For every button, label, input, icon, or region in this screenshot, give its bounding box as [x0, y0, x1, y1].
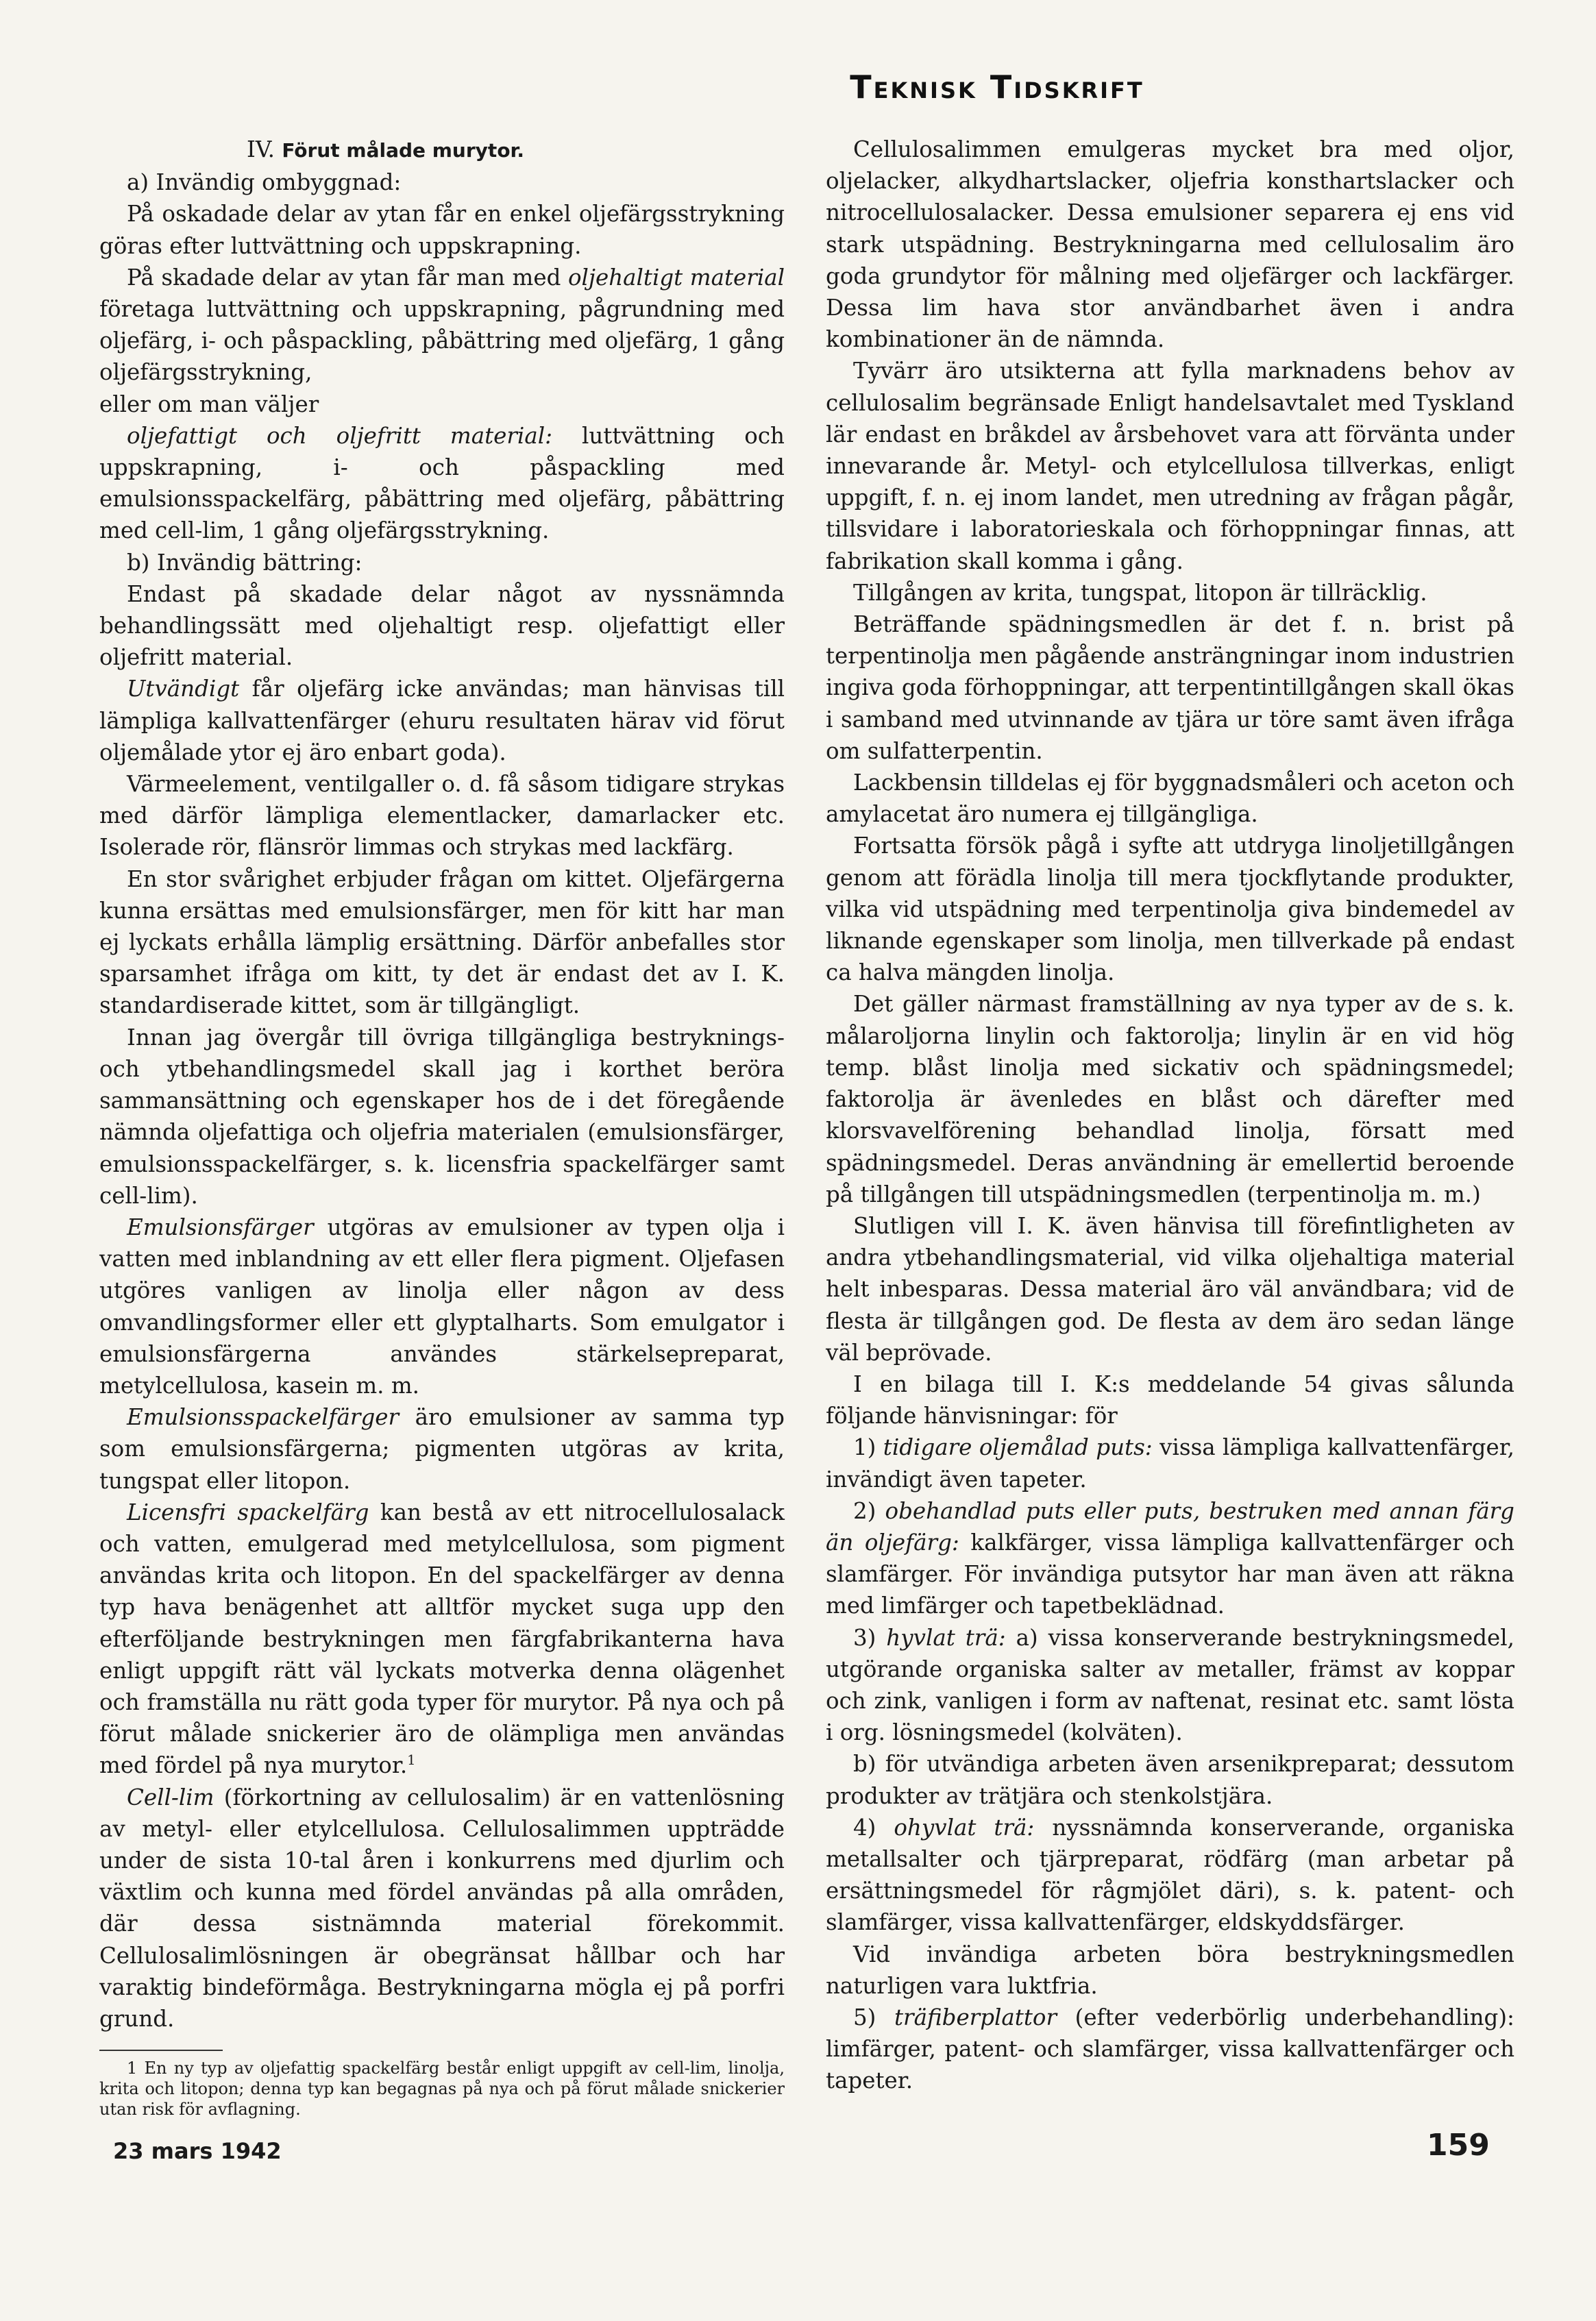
paragraph: Emulsionsspackelfärger äro emulsioner av samma typ som emulsionsfärgerna; pigmenten utgöras av krita, tungspat eller litopon. — [99, 1404, 785, 1494]
issue-date: 23 mars 1942 — [113, 2138, 282, 2164]
footnote: 1 En ny typ av oljefattig spackelfärg består enligt uppgift av cell-lim, linolja, krita och litopon; denna typ kan begagnas på nya och på förut målade snickerier utan risk för avflagning. — [99, 2059, 785, 2120]
list-item: 1) tidigare oljemålad puts: vissa lämpliga kallvattenfärger, invändigt även tapeter. — [826, 1434, 1514, 1493]
paragraph: Endast på skadade delar något av nyssnämnda behandlingssätt med oljehaltigt resp. oljefattigt eller oljefritt material. — [99, 580, 785, 671]
section-number: IV. — [247, 136, 275, 162]
footnote-marker: 1 — [407, 1752, 416, 1769]
paragraph: Slutligen vill I. K. även hänvisa till förefintligheten av andra ytbehandlingsmaterial, vid vilka oljehaltiga material helt inbesparas. Dessa material äro väl användbara; vid de flesta är tillgången god. De flesta av dem äro sedan länge väl beprövade. — [826, 1212, 1514, 1366]
list-item: 3) hyvlat trä: a) vissa konserverande bestrykningsmedel, utgörande organiska salter av metaller, främst av koppar och zink, vanligen i form av naftenat, resinat etc. samt lösta i org. lösningsmedel (kolväten). — [826, 1624, 1514, 1746]
paragraph: I en bilaga till I. K:s meddelande 54 givas sålunda följande hänvisningar: för — [826, 1371, 1514, 1429]
list-item: 2) obehandlad puts eller puts, bestruken med annan färg än oljefärg: kalkfärger, vissa lämpliga kallvattenfärger och slamfärger. För invändiga putsytor har man även att räkna med limfärger och tapetbeklädnad. — [826, 1497, 1514, 1619]
right-column — [826, 134, 1514, 2097]
page-number: 159 — [1427, 2128, 1490, 2163]
paragraph: eller om man väljer — [99, 391, 319, 417]
paragraph: På oskadade delar av ytan får en enkel oljefärgsstrykning göras efter luttvättning och uppskrapning. — [99, 201, 785, 259]
paragraph: Tillgången av krita, tungspat, litopon är tillräcklig. — [853, 579, 1427, 606]
paragraph: Beträffande spädningsmedlen är det f. n. brist på terpentinolja men pågående ansträngningar inom industrien ingiva goda förhoppningar, att terpentintillgången skall ökas i samband med utvinnande av tjära ur töre samt även ifråga om sulfatterpentin. — [826, 611, 1514, 764]
paragraph: oljefattigt och oljefritt material: luttvättning och uppskrapning, i- och påspackling med emulsionsspackelfärg, påbättring med oljefärg, påbättring med cell-lim, 1 gång oljefärgsstrykning. — [99, 422, 785, 544]
left-column — [99, 134, 785, 2120]
paragraph: En stor svårighet erbjuder frågan om kittet. Oljefärgerna kunna ersättas med emulsionsfärger, men för kitt har man ej lyckats erhålla lämplig ersättning. Därför anbefalles stor sparsamhet ifråga om kitt, ty det är endast det av I. K. standardiserade kittet, som är tillgängligt. — [99, 865, 785, 1019]
paragraph: Vid invändiga arbeten böra bestrykningsmedlen naturligen vara luktfria. — [826, 1941, 1514, 1999]
section-heading — [99, 134, 785, 167]
paragraph: Licensfri spackelfärg kan bestå av ett nitrocellulosalack och vatten, emulgerad med metylcellulosa, som pigment användas krita och litopon. En del spackelfärger av denna typ hava benägenhet att alltför mycket suga upp den efterföljande bestrykningen men färgfabrikanterna hava enligt uppgift rätt väl lyckats motverka denna olägenhet och framställa nu rätt goda typer för murytor. På nya och på förut målade snickerier äro de olämpliga men användas med fördel på nya murytor.$^1$ — [99, 1499, 785, 1779]
paragraph: Värmeelement, ventilgaller o. d. få såsom tidigare strykas med därför lämpliga elementlacker, damarlacker etc. Isolerade rör, flänsrör limmas och strykas med lackfärg. — [99, 771, 785, 861]
paragraph: b) för utvändiga arbeten även arsenikpreparat; dessutom produkter av trätjära och stenkolstjära. — [826, 1751, 1514, 1809]
paragraph: Fortsatta försök pågå i syfte att utdryga linoljetillgången genom att förädla linolja till mera tjockflytande produkter, vilka vid utspädning med terpentinolja giva bindemedel av liknande egenskaper som linolja, men tillverkade på endast ca halva mängden linolja. — [826, 833, 1514, 986]
paragraph: a) Invändig ombyggnad: — [127, 169, 402, 196]
running-header: Teknisk Tidskrift — [850, 69, 1144, 106]
paragraph: Emulsionsfärger utgöras av emulsioner av typen olja i vatten med inblandning av ett eller flera pigment. Oljefasen utgöres vanligen av linolja eller någon av dess omvandlingsformer eller ett glyptalharts. Som emulgator i emulsionsfärgerna användes stärkelsepreparat, metylcellulosa, kasein m. m. — [99, 1214, 785, 1399]
paragraph: Tyvärr äro utsikterna att fylla marknadens behov av cellulosalim begränsade Enligt handelsavtalet med Tyskland lär endast en bråkdel av årsbehovet vara att förvänta under innevarande år. Metyl- och etylcellulosa tillverkas, enligt uppgift, f. n. ej inom landet, men utredning av frågan pågår, tillsvidare i laboratorieskala och förhoppningar finnas, att fabrikation skall komma i gång. — [826, 358, 1514, 574]
paragraph: Det gäller närmast framställning av nya typer av de s. k. målaroljorna linylin och faktorolja; linylin är en vid hög temp. blåst linolja med sickativ och spädningsmedel; faktorolja är ävenledes en blåst och därefter med klorsvavelförening behandlad linolja, försatt med spädningsmedel. Deras användning är emellertid beroende på tillgången till utspädningsmedlen (terpentinolja m. m.) — [826, 991, 1514, 1207]
section-title: Förut målade murytor. — [282, 139, 525, 162]
list-item: 4) ohyvlat trä: nyssnämnda konserverande, organiska metallsalter och tjärpreparat, rödfärg (man arbetar på ersättningsmedel för rågmjölet däri), s. k. patent- och slamfärger, vissa kallvattenfärger, eldskyddsfärger. — [826, 1814, 1514, 1936]
paragraph: På skadade delar av ytan får man med oljehaltigt material företaga luttvättning och uppskrapning, pågrundning med oljefärg, i- och påspackling, påbättring med oljefärg, 1 gång oljefärgsstrykning, — [99, 264, 785, 386]
paragraph: Cell-lim (förkortning av cellulosalim) är en vattenlösning av metyl- eller etylcellulosa. Cellulosalimmen uppträdde under de sista 10-tal åren i konkurrens med djurlim och växtlim och kunna med fördel användas på alla områden, där dessa sistnämnda material förekommit. Cellulosalimlösningen är obegränsat hållbar och har varaktig bindeförmåga. Bestrykningarna mögla ej på porfri grund. — [99, 1784, 785, 2032]
paragraph: Cellulosalimmen emulgeras mycket bra med oljor, oljelacker, alkydhartslacker, oljefria konsthartslacker och nitrocellulosalacker. Dessa emulsioner separera ej ens vid stark utspädning. Bestrykningarna med cellulosalim äro goda grundytor för målning med oljefärger och lackfärger. Dessa lim hava stor användbarhet även i andra kombinationer än de nämnda. — [826, 136, 1514, 353]
paragraph: Lackbensin tilldelas ej för byggnadsmåleri och aceton och amylacetat äro numera ej tillgängliga. — [826, 770, 1514, 828]
paragraph: Utvändigt får oljefärg icke användas; man hänvisas till lämpliga kallvattenfärger (ehuru resultaten härav vid förut oljemålade ytor ej äro enbart goda). — [99, 676, 785, 765]
footnote-rule — [99, 2050, 223, 2051]
paragraph: b) Invändig bättring: — [127, 549, 363, 576]
paragraph: Innan jag övergår till övriga tillgängliga bestryknings- och ytbehandlingsmedel skall jag i korthet beröra sammansättning och egenskaper hos de i det föregående nämnda oljefattiga och oljefria materialen (emulsionsfärger, emulsionsspackelfärger, s. k. licensfria spackelfärger samt cell-lim). — [99, 1024, 785, 1209]
list-item: 5) träfiberplattor (efter vederbörlig underbehandling): limfärger, patent- och slamfärger, vissa kallvattenfärger och tapeter. — [826, 2004, 1514, 2094]
